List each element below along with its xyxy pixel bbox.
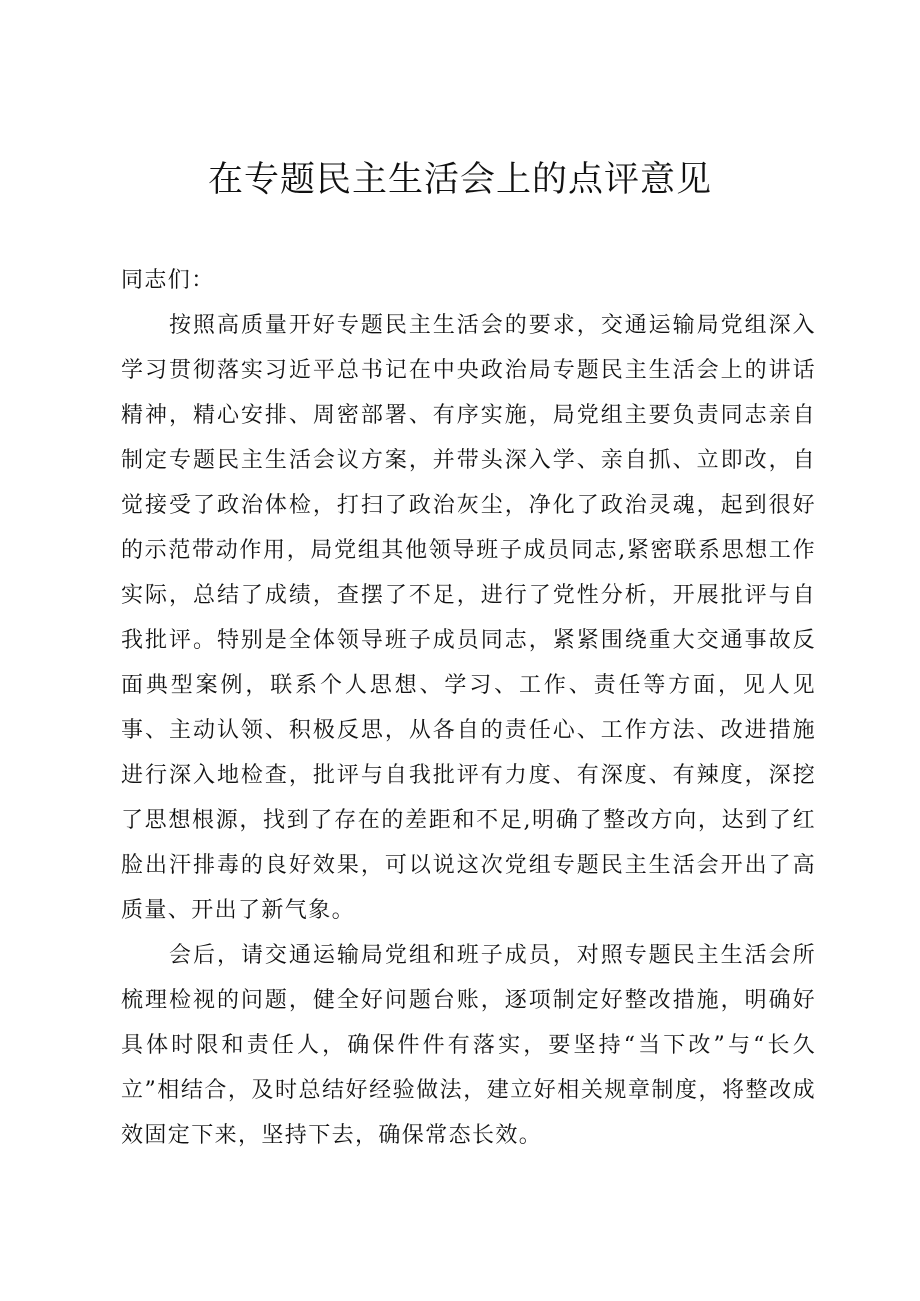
paragraph-2: 会后，请交通运输局党组和班子成员，对照专题民主生活会所梳理检视的问题，健全好问题台账，逐项制定好整改措施，明确好具体时限和责任人，确保件件有落实，要坚持“当下改”与“长久立”相结合，及时总结好经验做法，建立好相关规章制度，将整改成效固定下来，坚持下去，确保常态长效。 bbox=[121, 943, 816, 1148]
salutation: 同志们： bbox=[121, 268, 215, 293]
document-body bbox=[121, 258, 816, 1158]
paragraph-1: 按照高质量开好专题民主生活会的要求，交通运输局党组深入学习贯彻落实习近平总书记在中央政治局专题民主生活会上的讲话精神，精心安排、周密部署、有序实施，局党组主要负责同志亲自制定专题民主生活会议方案，并带头深入学、亲自抓、立即改，自觉接受了政治体检，打扫了政治灰尘，净化了政治灵魂，起到很好的示范带动作用，局党组其他领导班子成员同志,紧密联系思想工作实际，总结了成绩，查摆了不足，进行了党性分析，开展批评与自我批评。特别是全体领导班子成员同志，紧紧围绕重大交通事故反面典型案例，联系个人思想、学习、工作、责任等方面，见人见事、主动认领、积极反思，从各自的责任心、工作方法、改进措施进行深入地检查，批评与自我批评有力度、有深度、有辣度，深挖了思想根源，找到了存在的差距和不足,明确了整改方向，达到了红脸出汗排毒的良好效果，可以说这次党组专题民主生活会开出了高质量、开出了新气象。 bbox=[121, 313, 816, 923]
document-title: 在专题民主生活会上的点评意见 bbox=[207, 160, 712, 200]
